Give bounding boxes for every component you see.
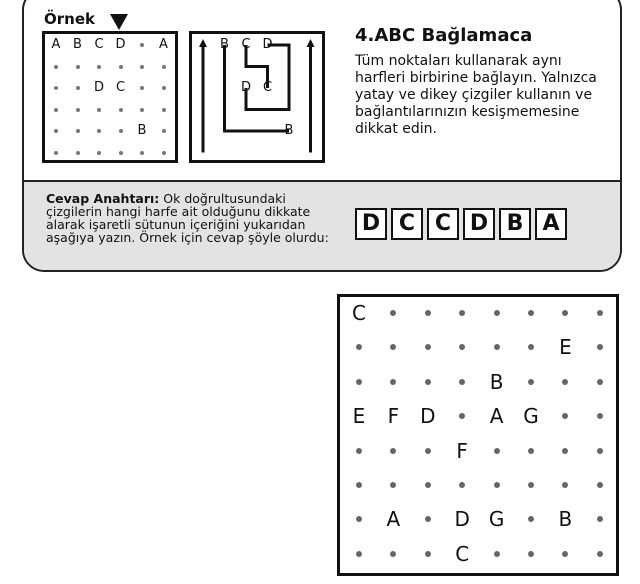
solution-line <box>225 45 290 131</box>
grid-dot[interactable] <box>562 448 568 454</box>
grid-dot <box>76 65 80 69</box>
puzzle-description: Tüm noktaları kullanarak aynı harfleri birbirine bağlayın. Yalnızca yatay ve dikey çizgiler kullanın ve bağlantılarınızın kesişmemesine dikkat edin. <box>355 53 597 137</box>
grid-dot <box>140 86 144 90</box>
grid-dot[interactable] <box>459 379 465 385</box>
grid-letter[interactable]: A <box>489 404 504 429</box>
answer-key-label: Cevap Anahtarı: <box>46 191 160 206</box>
grid-letter[interactable]: C <box>352 301 366 325</box>
grid-dot[interactable] <box>597 413 603 419</box>
grid-dot <box>162 129 166 133</box>
puzzle-title: 4.ABC Bağlamaca <box>355 25 533 46</box>
grid-dot <box>140 65 144 69</box>
grid-dot[interactable] <box>390 482 396 488</box>
grid-dot[interactable] <box>528 516 534 522</box>
grid-dot[interactable] <box>425 551 431 557</box>
grid-dot[interactable] <box>425 516 431 522</box>
answer-box: D <box>355 208 387 240</box>
grid-dot[interactable] <box>528 379 534 385</box>
grid-dot <box>97 129 101 133</box>
grid-dot <box>54 129 58 133</box>
answer-box: C <box>391 208 423 240</box>
grid-dot[interactable] <box>356 516 362 522</box>
grid-dot <box>54 151 58 155</box>
grid-dot[interactable] <box>562 310 568 316</box>
grid-dot[interactable] <box>459 413 465 419</box>
answer-box: D <box>463 208 495 240</box>
grid-letter: B <box>284 123 294 138</box>
grid-dot[interactable] <box>597 551 603 557</box>
grid-dot[interactable] <box>390 310 396 316</box>
grid-dot[interactable] <box>597 379 603 385</box>
example-solved-grid <box>189 31 325 163</box>
grid-dot <box>162 151 166 155</box>
grid-dot[interactable] <box>597 516 603 522</box>
grid-letter[interactable]: E <box>559 335 572 360</box>
grid-dot <box>97 65 101 69</box>
grid-letter: B <box>73 37 82 52</box>
answer-box: A <box>535 208 567 240</box>
grid-dot <box>54 86 58 90</box>
arrow-up-icon <box>199 39 207 47</box>
grid-letter: C <box>94 37 104 52</box>
grid-dot[interactable] <box>425 448 431 454</box>
grid-letter: D <box>240 80 251 95</box>
answer-box: B <box>499 208 531 240</box>
grid-dot[interactable] <box>528 310 534 316</box>
grid-letter: B <box>137 123 147 138</box>
grid-dot[interactable] <box>459 310 465 316</box>
grid-dot <box>119 151 123 155</box>
grid-dot[interactable] <box>562 413 568 419</box>
grid-dot <box>162 65 166 69</box>
arrow-down-icon <box>110 14 128 30</box>
answer-key-text <box>46 192 331 244</box>
grid-dot[interactable] <box>528 482 534 488</box>
answer-boxes <box>355 208 567 240</box>
grid-dot <box>76 129 80 133</box>
grid-letter: C <box>241 37 251 52</box>
grid-dot[interactable] <box>562 551 568 557</box>
arrow-up-icon <box>307 39 315 47</box>
grid-letter: A <box>159 37 168 52</box>
grid-dot[interactable] <box>494 344 500 350</box>
grid-dot[interactable] <box>390 344 396 350</box>
grid-dot <box>76 108 80 112</box>
grid-dot[interactable] <box>390 551 396 557</box>
grid-letter[interactable]: A <box>386 507 401 532</box>
grid-dot <box>119 65 123 69</box>
grid-dot <box>97 108 101 112</box>
grid-dot[interactable] <box>597 344 603 350</box>
grid-dot <box>162 86 166 90</box>
grid-dot[interactable] <box>494 310 500 316</box>
grid-letter[interactable]: D <box>454 507 470 532</box>
grid-letter[interactable]: B <box>558 507 573 532</box>
grid-letter: D <box>93 80 104 95</box>
solution-paths <box>192 34 322 160</box>
grid-dot[interactable] <box>494 482 500 488</box>
grid-dot[interactable] <box>390 448 396 454</box>
grid-dot[interactable] <box>597 448 603 454</box>
grid-dot <box>76 151 80 155</box>
grid-dot[interactable] <box>494 448 500 454</box>
grid-dot[interactable] <box>494 551 500 557</box>
grid-dot[interactable] <box>356 448 362 454</box>
grid-dot[interactable] <box>459 482 465 488</box>
grid-dot <box>119 108 123 112</box>
grid-dot[interactable] <box>425 344 431 350</box>
grid-dot <box>97 151 101 155</box>
grid-dot[interactable] <box>425 379 431 385</box>
grid-letter[interactable]: F <box>387 404 400 429</box>
grid-dot[interactable] <box>597 310 603 316</box>
grid-dot[interactable] <box>562 379 568 385</box>
example-label: Örnek <box>44 10 95 28</box>
grid-letter[interactable]: C <box>455 541 470 566</box>
grid-dot[interactable] <box>356 379 362 385</box>
grid-dot <box>162 108 166 112</box>
grid-dot <box>140 43 144 47</box>
grid-letter: D <box>115 37 126 52</box>
grid-dot <box>76 86 80 90</box>
grid-dot[interactable] <box>356 551 362 557</box>
grid-dot[interactable] <box>528 448 534 454</box>
grid-dot <box>140 151 144 155</box>
grid-letter: B <box>220 37 229 52</box>
grid-dot[interactable] <box>390 379 396 385</box>
grid-letter: C <box>262 80 273 95</box>
grid-dot <box>54 108 58 112</box>
grid-letter: D <box>262 37 273 52</box>
puzzle-grid[interactable] <box>337 294 619 576</box>
grid-dot[interactable] <box>425 482 431 488</box>
grid-letter[interactable]: G <box>488 507 505 532</box>
grid-letter: C <box>115 80 126 95</box>
grid-letter[interactable]: B <box>489 369 504 394</box>
grid-letter[interactable]: G <box>523 404 539 429</box>
grid-dot[interactable] <box>528 551 534 557</box>
grid-dot <box>140 108 144 112</box>
example-grid <box>42 31 178 163</box>
grid-dot[interactable] <box>562 482 568 488</box>
answer-box: C <box>427 208 459 240</box>
answer-key-body: Ok doğrultusundaki çizgilerin hangi harfe ait olduğunu dikkate alarak işaretli sütunun içeriğini yukarıdan aşağıya yazın. Örnek için cevap şöyle olurdu: <box>46 191 329 245</box>
grid-dot[interactable] <box>425 310 431 316</box>
grid-letter: A <box>51 37 61 52</box>
grid-letter[interactable]: E <box>352 404 366 429</box>
grid-dot[interactable] <box>459 344 465 350</box>
grid-dot <box>119 129 123 133</box>
grid-dot <box>54 65 58 69</box>
grid-dot[interactable] <box>356 482 362 488</box>
grid-letter[interactable]: F <box>456 438 468 463</box>
grid-letter[interactable]: D <box>420 404 436 429</box>
grid-dot[interactable] <box>356 344 362 350</box>
grid-dot[interactable] <box>597 482 603 488</box>
grid-dot[interactable] <box>528 344 534 350</box>
